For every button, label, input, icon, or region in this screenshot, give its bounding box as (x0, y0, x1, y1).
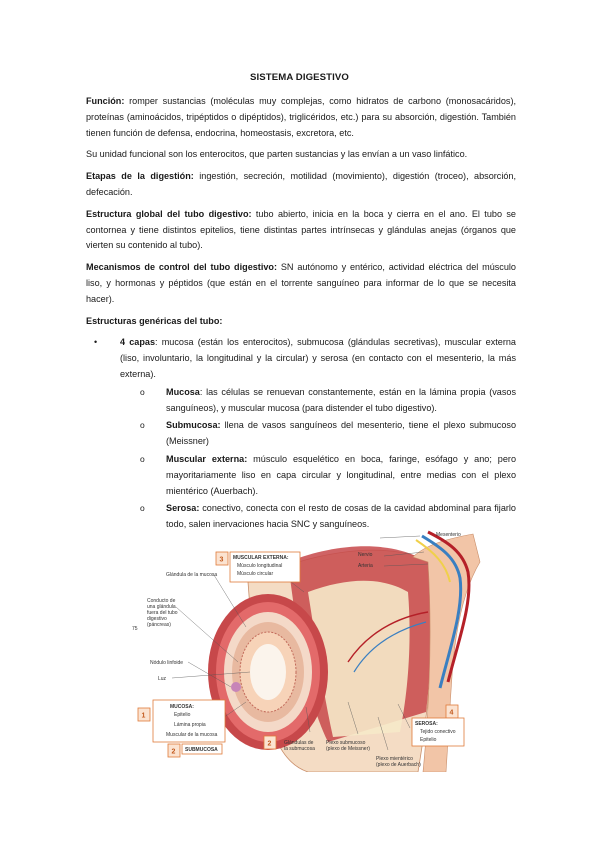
capas-list-item (94, 335, 516, 533)
musculo-longitudinal-label: Músculo longitudinal (237, 563, 283, 569)
mecanismos-paragraph (86, 260, 516, 307)
etapas-label: Etapas de la digestión: (86, 171, 194, 182)
digestive-tube-illustration (128, 522, 494, 772)
document-body (86, 94, 516, 535)
glandula-mucosa-label: Glándula de la mucosa (166, 572, 218, 578)
conducto-label-2: una glándula (147, 604, 176, 610)
serosa-label: Serosa: (166, 503, 200, 514)
capas-text: : mucosa (están los enterocitos), submucosa (glándulas secretivas), muscular externa (liso, involuntario, la longitudinal y la circular) y serosa (en contacto con el mesenterio, la más externa). (120, 337, 516, 379)
estructura-label: Estructura global del tubo digestivo: (86, 208, 252, 219)
mecanismos-text: SN autónomo y entérico, actividad eléctrica del músculo liso, y hormonas y péptidos (que están en el torrente sanguíneo para informar de lo que se necesita hacer). (86, 262, 516, 304)
serosa-figure-label: SEROSA: (415, 721, 438, 727)
mucosa-text: : las células se renuevan constantemente, están en la lámina propia (vasos sanguíneos), y muscular mucosa (para distender el tubo digestivo). (166, 386, 516, 413)
conducto-label-4: digestivo (147, 616, 167, 622)
submucosa-label: Submucosa: (166, 420, 221, 431)
mecanismos-label: Mecanismos de control del tubo digestivo: (86, 262, 277, 273)
lamina-propia-label: Lámina propia (174, 722, 206, 728)
sub-bullet-marker: o (140, 453, 145, 464)
luz-label: Luz (158, 676, 167, 682)
etapas-text: ingestión, secreción, motilidad (movimiento), digestión (troceo), absorción, defecación. (86, 171, 517, 197)
glandulas-submucosa-label-1: Glándulas de (284, 740, 314, 746)
estructura-paragraph (86, 207, 516, 254)
callout-1-number: 1 (141, 712, 146, 720)
sub-bullet-marker: o (140, 503, 145, 514)
funcion-paragraph (86, 94, 516, 141)
plexo-submucoso-label-1: Plexo submucoso (326, 740, 366, 746)
glandulas-submucosa-label-2: la submucosa (284, 746, 315, 752)
sublist-item-mucosa (140, 385, 516, 417)
nodulo-linfoide-label: Nódulo linfoide (150, 660, 184, 666)
unidad-paragraph: Su unidad funcional son los enterocitos, que parten sustancias y las envían a un vaso linfático. (86, 149, 468, 160)
document-title: SISTEMA DIGESTIVO (250, 72, 349, 83)
etapas-paragraph (86, 169, 516, 201)
muscular-externa-label: Muscular externa: (166, 453, 248, 464)
muscular-externa-text: músculo esquelético en boca, faringe, esófago y ano; pero mayoritariamente liso en capa circular y longitudinal, entre medias con el plexo mientérico (Auerbach). (166, 453, 516, 496)
lymphoid-nodule (231, 682, 241, 692)
submucosa-text: llena de vasos sanguíneos del mesenterio, tiene el plexo submucoso (Meissner) (166, 420, 516, 447)
bullet-marker: • (94, 337, 98, 348)
submucosa-figure-label: SUBMUCOSA (185, 747, 218, 753)
estructura-text: tubo abierto, inicia en la boca y cierra en el ano. El tubo se contornea y tiene distintos epitelios, tiene distintas partes intrínsecas y glándulas anejas (órganos que vierten su contenido al tubo). (86, 208, 516, 251)
nervio-label: Nervio (358, 552, 373, 558)
conducto-label-3: fuera del tubo (147, 610, 178, 616)
serosa-text: conectivo, conecta con el resto de cosas de la cavidad abdominal para fijarlo todo, salen inervaciones hacia SNC y sanguíneos. (166, 503, 516, 530)
sublist-item-submucosa (140, 418, 516, 450)
genericas-heading: Estructuras genéricas del tubo: (86, 315, 223, 326)
sub-bullet-marker: o (140, 420, 145, 431)
funcion-text: romper sustancias (moléculas muy complejas, como hidratos de carbono (monosacáridos), proteínas (aminoácidos, tripéptidos o dipéptidos), triglicéridos, etc.) para su absorción, digestión. También tienen función de defensa, endocrina, homeostasis, excretora, etc. (86, 96, 516, 138)
plexo-submucoso-label-2: (plexo de Meissner) (326, 746, 370, 752)
plexo-mienterico-label-2: (plexo de Auerbach) (376, 762, 421, 768)
sublist-item-muscular-externa (140, 452, 516, 499)
callout-3-number: 3 (219, 556, 224, 564)
arteria-label: Arteria (358, 563, 373, 569)
callout-2-number: 2 (171, 748, 176, 756)
funcion-label: Función: (86, 96, 125, 106)
mucosa-figure-label: MUCOSA: (170, 704, 194, 710)
cross-section-lumen (250, 644, 286, 700)
serosa-epitelio-label: Epitelio (420, 737, 437, 743)
muscular-externa-figure-label: MUSCULAR EXTERNA: (233, 555, 289, 561)
callout-4-number: 4 (449, 709, 454, 717)
capas-label: 4 capas (120, 337, 156, 348)
conducto-label-1: Conducto de (147, 598, 176, 604)
side-page-number: 75 (132, 626, 138, 632)
musculo-circular-label: Músculo circular (237, 571, 274, 577)
tejido-conectivo-label: Tejido conectivo (420, 729, 456, 735)
epitelio-label: Epitelio (174, 712, 191, 718)
muscular-mucosa-label: Muscular de la mucosa (166, 732, 218, 738)
mucosa-label: Mucosa (166, 386, 200, 397)
sub-bullet-marker: o (140, 386, 145, 397)
plexo-mienterico-label-1: Plexo mientérico (376, 756, 413, 762)
mesenterio-label: Mesenterio (436, 532, 461, 538)
capas-sublist (140, 385, 516, 533)
callout-2b-number: 2 (267, 740, 272, 748)
conducto-label-5: (páncreas) (147, 622, 171, 628)
